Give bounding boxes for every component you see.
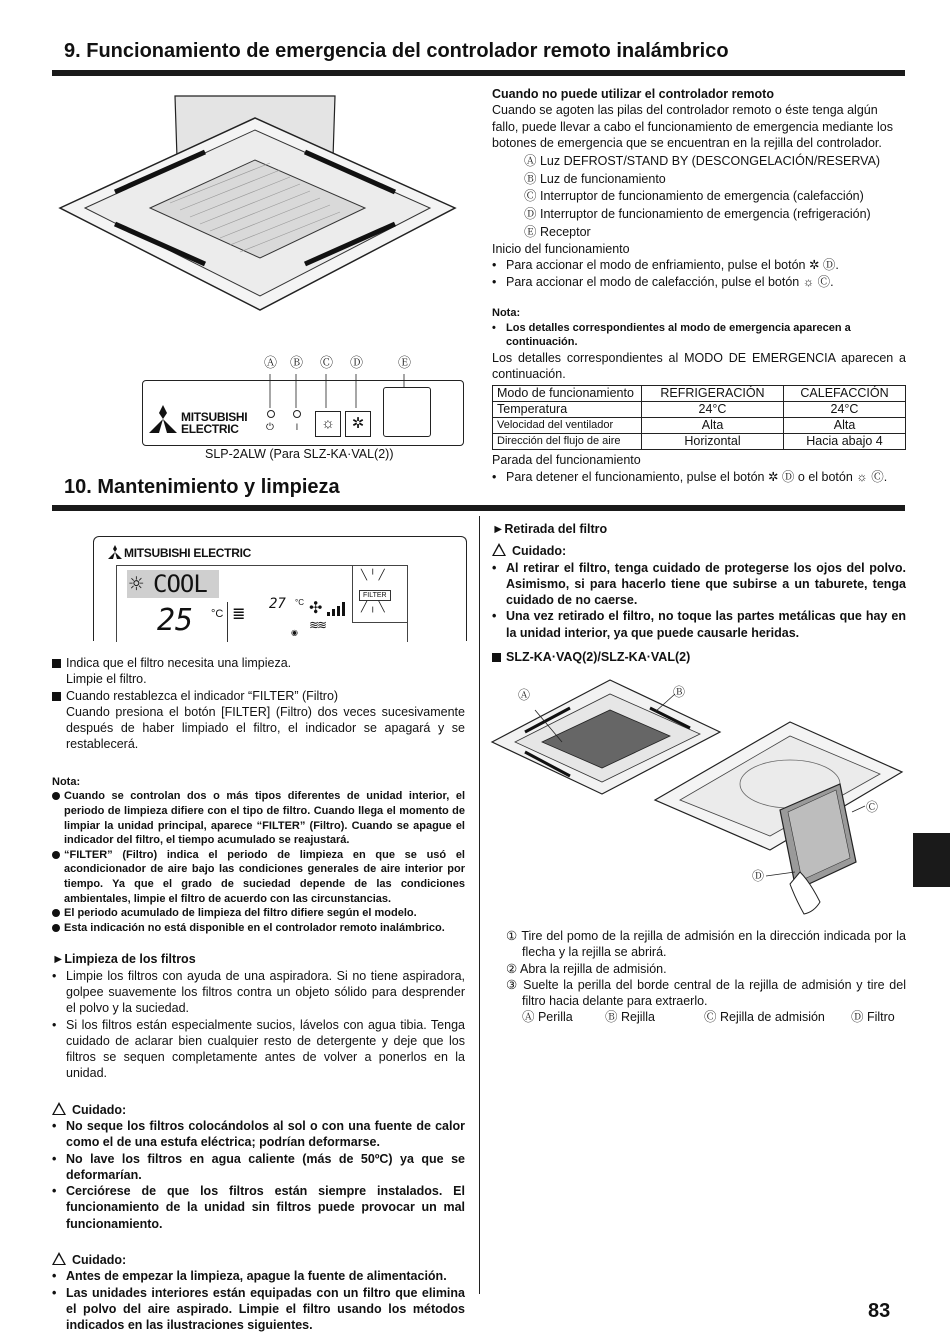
no-remote-intro: Cuando se agoten las pilas del controlador remoto o éste tenga algún fallo, puede llevar a cabo el funcionamiento de emergencia mediante los botones de emergencia que se encuentran en la rejilla del controlador. (492, 103, 893, 150)
caution-item: • No lave los filtros en agua caliente (más de 50ºC) ya que se deformarían. (52, 1151, 465, 1184)
nota-label: Nota: (52, 775, 81, 788)
stop-label: Parada del funcionamiento (492, 453, 641, 468)
section-10-rule (52, 505, 905, 511)
nota-item: Esta indicación no está disponible en el controlador remoto inalámbrico. (52, 921, 465, 936)
section-9-rule (52, 70, 905, 76)
clock-icon: ◉ (291, 628, 298, 637)
room-temperature: 27 (269, 596, 286, 612)
panel-caption: SLP-2ALW (Para SLZ-KA·VAL(2)) (205, 447, 394, 461)
section-10-left-column (52, 655, 465, 1334)
power-icon: ⏻ (266, 422, 274, 433)
airflow-icon: ≋≋ (309, 618, 326, 632)
caution-item: • Una vez retirado el filtro, no toque las partes metálicas que hay en la unidad interior, ya que puede causarle heridas. (492, 608, 906, 641)
caution-label: Cuidado: (72, 1102, 127, 1117)
caution-label: Cuidado: (72, 1253, 127, 1268)
stop-item: • Para detener el funcionamiento, pulse el botón ✲ Ⓓ o el botón ☼ Ⓒ. (492, 469, 906, 485)
defrost-led (267, 410, 275, 418)
table-row (493, 418, 906, 434)
table-cell: Alta (784, 418, 906, 434)
part-label: Ⓑ Rejilla (605, 1010, 656, 1024)
table-cell: Horizontal (642, 434, 784, 450)
wired-remote-illustration (93, 536, 467, 641)
start-item: • Para accionar el modo de enfriamiento, pulse el botón ✲ Ⓓ. (492, 257, 906, 273)
label-e: Ⓔ (398, 355, 412, 370)
table-header: CALEFACCIÓN (784, 386, 906, 402)
brand-line-1: MITSUBISHI (181, 410, 248, 424)
label-c: Ⓒ (320, 355, 334, 370)
table-cell: Alta (642, 418, 784, 434)
remote-brand: MITSUBISHI ELECTRIC (124, 546, 251, 560)
table-cell: Temperatura (493, 402, 642, 418)
part-label: Ⓒ Rejilla de admisión (704, 1010, 825, 1024)
table-cell: 24°C (784, 402, 906, 418)
legend-item: Ⓒ Interruptor de funcionamiento de emergencia (calefacción) (524, 189, 864, 204)
nota-label: Nota: (492, 307, 521, 320)
column-divider (479, 516, 480, 1294)
mitsubishi-logo-icon (108, 545, 122, 559)
warning-icon (492, 543, 506, 556)
caution-heading (492, 543, 906, 559)
label-a: Ⓐ (264, 355, 278, 370)
caution-heading (52, 1102, 465, 1118)
label-d: Ⓓ (350, 355, 364, 370)
legend-list (492, 153, 906, 241)
section-9-title: 9. Funcionamiento de emergencia del controlador remoto inalámbrico (64, 40, 729, 62)
warning-icon (52, 1102, 66, 1115)
table-row (493, 434, 906, 450)
section-9-right-column (492, 86, 906, 485)
nota-item: Cuando se controlan dos o más tipos diferentes de unidad interior, el periodo de limpieza difiere con el tipo de filtro. Cuando llega el momento de limpiar la unidad principal, aparece “FILTER” (Filtro). Cuando se apague el indicador del filtro, el tiempo acumulado se reajustará. (52, 789, 465, 847)
limpieza-item: • Si los filtros están especialmente sucios, lávelos con agua tibia. Tenga cuidado de aclarar bien cualquier resto de detergente y deje que los filtros se sequen completamente antes de volver a ponerlos en la unidad. (52, 1017, 465, 1082)
caution-item: • No seque los filtros colocándolos al sol o con una fuente de calor como el de una estufa eléctrica; podrían deformarse. (52, 1118, 465, 1151)
start-label: Inicio del funcionamiento (492, 242, 630, 257)
filter-indicator-box (352, 565, 408, 623)
table-row (493, 402, 906, 418)
blink-rays-icon: ╱ ╷ ╲ (361, 602, 385, 613)
section-10-right-column (492, 521, 906, 665)
start-item: • Para accionar el modo de calefacción, pulse el botón ☼ Ⓒ. (492, 274, 906, 290)
on-off-icon: ⏽ (293, 422, 301, 433)
table-header: Modo de funcionamiento (493, 386, 642, 402)
cooling-emergency-button[interactable]: ✲ (345, 411, 371, 437)
fig-label-b: Ⓑ (673, 685, 686, 699)
room-temp-unit: °C (295, 598, 304, 607)
legend-item: Ⓑ Luz de funcionamiento (524, 171, 666, 186)
receiver-panel (142, 380, 464, 446)
nota-item: “FILTER” (Filtro) indica el periodo de limpieza en que se usó el acondicionador de aire bajo las condiciones generales de aire interior por tiempo. Ya que el grado de suciedad depende de las condiciones ambientales, limpie el filtro de acuerdo con las circunstancias. (52, 848, 465, 906)
label-b: Ⓑ (290, 355, 304, 370)
table-cell: Hacia abajo 4 (784, 434, 906, 450)
part-label: Ⓓ Filtro (851, 1010, 895, 1024)
legend-item: Ⓔ Receptor (524, 224, 591, 239)
page-number: 83 (868, 1300, 891, 1322)
blink-rays-icon: ╲ ╵ ╱ (361, 570, 385, 581)
warning-icon (52, 1252, 66, 1265)
caution-item: • Al retirar el filtro, tenga cuidado de protegerse los ojos del polvo. Asimismo, si para hacerlo tiene que subirse a un taburete, tenga cuidado de no caerse. (492, 560, 906, 609)
caution-label: Cuidado: (512, 544, 567, 559)
caution-item: • Cerciórese de que los filtros están siempre instalados. El funcionamiento de la unidad sin filtros puede provocar un mal funcionamiento. (52, 1183, 465, 1232)
step-item: ② Abra la rejilla de admisión. (506, 961, 667, 976)
vane-icon: ≣ (232, 606, 246, 623)
mode-text: COOL (153, 570, 207, 598)
legend-item: Ⓓ Interruptor de funcionamiento de emergencia (refrigeración) (524, 206, 871, 221)
caution-item: • Antes de empezar la limpieza, apague la fuente de alimentación. (52, 1268, 465, 1284)
caution-item: • Las unidades interiores están equipadas con un filtro que elimina el polvo del aire aspirado. Limpie el filtro usando los métodos indicados en las ilustraciones siguientes. (52, 1285, 465, 1334)
fan-icon: ✣ (309, 600, 323, 617)
table-cell: Velocidad del ventilador (493, 418, 642, 434)
filter-steps (506, 928, 906, 1009)
filter-info-item: Cuando restablezca el indicador “FILTER” (Filtro) Cuando presiona el botón [FILTER] (Filtro) dos veces sucesivamente después de haber limpiado el filtro, el indicador se apagará y se restablecerá. (52, 688, 465, 753)
heating-emergency-button[interactable]: ☼ (315, 411, 341, 437)
lcd-divider (227, 602, 228, 642)
no-remote-heading: Cuando no puede utilizar el controlador remoto (492, 87, 774, 101)
filter-info-item: Indica que el filtro necesita una limpieza. Limpie el filtro. (52, 655, 465, 688)
emergency-mode-table (492, 385, 906, 450)
receiver-window (383, 387, 431, 437)
set-temperature: 25 (157, 603, 194, 638)
legend-item: Ⓐ Luz DEFROST/STAND BY (DESCONGELACIÓN/RESERVA) (524, 154, 881, 169)
cool-mode-icon: ☼ (129, 570, 143, 598)
fig-label-a: Ⓐ (518, 688, 531, 702)
table-cell: 24°C (642, 402, 784, 418)
table-header-row (493, 386, 906, 402)
cassette-unit-illustration (55, 88, 465, 318)
brand-line-2: ELECTRIC (181, 422, 239, 436)
part-label: Ⓐ Perilla (522, 1010, 573, 1024)
table-header: REFRIGERACIÓN (642, 386, 784, 402)
nota-text: Los detalles correspondientes al MODO DE EMERGENCIA aparecen a continuación. (492, 350, 906, 382)
filter-removal-illustration (490, 672, 910, 922)
fig-label-c: Ⓒ (866, 800, 879, 814)
fig-label-d: Ⓓ (752, 869, 765, 883)
caution-heading (52, 1252, 465, 1268)
nota-item: El periodo acumulado de limpieza del filtro difiere según el modelo. (52, 906, 465, 921)
limpieza-title: ►Limpieza de los filtros (52, 952, 196, 967)
temp-unit: °C (211, 608, 224, 620)
mitsubishi-logo-icon (149, 405, 177, 433)
section-10-title: 10. Mantenimiento y limpieza (64, 476, 340, 498)
operation-led (293, 410, 301, 418)
nota-item: • Los detalles correspondientes al modo de emergencia aparecen a continuación. (492, 321, 906, 350)
chapter-side-tab (913, 833, 950, 887)
retirada-title: ►Retirada del filtro (492, 522, 608, 536)
fan-speed-icon (327, 600, 349, 616)
table-cell: Dirección del flujo de aire (493, 434, 642, 450)
step-item: ③ Suelte la perilla del borde central de la rejilla de admisión y tire del filtro hacia delante para extraerlo. (506, 977, 906, 1009)
limpieza-item: • Limpie los filtros con ayuda de una aspiradora. Si no tiene aspiradora, golpee suavemente los filtros contra un objeto sólido para desprender el polvo y la suciedad. (52, 968, 465, 1017)
step-item: ① Tire del pomo de la rejilla de admisión en la dirección indicada por la flecha y la rejilla se abrirá. (506, 929, 906, 960)
filter-indicator: FILTER (359, 590, 391, 601)
model-label: SLZ-KA·VAQ(2)/SLZ-KA·VAL(2) (492, 649, 906, 665)
